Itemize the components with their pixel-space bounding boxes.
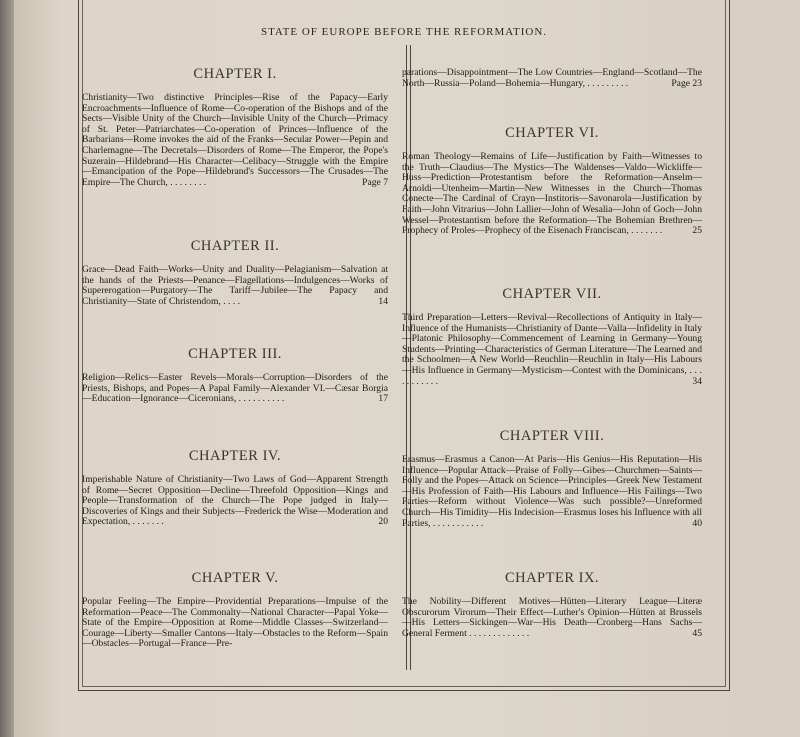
- chapter-heading: CHAPTER V.: [191, 570, 279, 586]
- chapter-1-block: [82, 66, 388, 188]
- chapter-synopsis: [402, 597, 702, 639]
- synopsis-text: Imperishable Nature of Christianity—Two Laws of God—Apparent Strength of Rome—Secret Opposition—Decline—Threefold Opposition—Kings and People—Transformation of the Church—The Pope judged in Italy—Discoveries of Kings and their Subjects—Frederick the Wise—Moderation and Expectation,: [82, 474, 388, 528]
- dot-leader: . . . .: [223, 295, 241, 307]
- page-number: 40: [692, 517, 702, 529]
- synopsis-text: Third Preparation—Letters—Revival—Recollections of Antiquity in Italy—Influence of the Humanists—Christianity of Dante—Valla—Infidelity in Italy—Platonic Philosophy—Commencement of Learning in Germany—Young Students—Printing—Characteristics of German Literature—The Learned and the Schoolmen—A New World—Reuchlin—Reuchlin in Italy—His Labours—His Influence in Germany—Mysticism—Contest with the Dominicans,: [402, 312, 702, 376]
- chapter-synopsis: [82, 93, 388, 188]
- page-number: 17: [378, 393, 388, 405]
- chapter-synopsis: [402, 68, 702, 89]
- page-number: Page 7: [362, 176, 388, 188]
- chapter-9-block: [402, 570, 702, 639]
- chapter-2-block: [82, 238, 388, 307]
- chapter-synopsis: [402, 313, 702, 387]
- chapter-heading: CHAPTER I.: [193, 66, 277, 82]
- page-number: Page 23: [671, 77, 702, 89]
- chapter-synopsis: [82, 597, 388, 650]
- page-number: 25: [692, 225, 702, 237]
- dot-leader: . . . . . . . . . . .: [402, 364, 702, 387]
- running-head: STATE OF EUROPE BEFORE THE REFORMATION.: [260, 26, 548, 38]
- dot-leader: . . . . . . . . . . .: [432, 517, 484, 529]
- dot-leader: . . . . . . .: [631, 225, 663, 237]
- chapter-heading: CHAPTER III.: [188, 346, 282, 362]
- dot-leader: . . . . . . . . . .: [238, 393, 285, 405]
- chapter-synopsis: [82, 373, 388, 405]
- synopsis-text: parations—Disappointment—The Low Countries—England—Scotland—The North—Russia—Poland—Bohemia—Hungary,: [402, 67, 702, 89]
- dot-leader: . . . . . . . . . . . . .: [469, 627, 530, 639]
- chapter-4-block: [82, 448, 388, 528]
- page-number: 45: [692, 627, 702, 639]
- chapter-heading: CHAPTER II.: [190, 238, 280, 254]
- chapter-6-block: [402, 125, 702, 237]
- dot-leader: . . . . . . . . .: [587, 77, 629, 89]
- chapter-synopsis: [82, 265, 388, 307]
- chapter-synopsis: [402, 152, 702, 237]
- synopsis-text: Religion—Relics—Easter Revels—Morals—Corruption—Disorders of the Priests, Bishops, and Popes—A Papal Family—Alexander VI.—Cæsar Borgia—Education—Ignorance—Ciceronians,: [82, 372, 388, 405]
- chapter-synopsis: [402, 455, 702, 529]
- chapter-heading: CHAPTER IV.: [188, 448, 282, 464]
- book-page: [14, 0, 800, 737]
- chapter-8-block: [402, 428, 702, 529]
- page-number: 34: [692, 375, 702, 387]
- chapter-heading: CHAPTER VI.: [505, 125, 599, 141]
- synopsis-text: Grace—Dead Faith—Works—Unity and Duality—Pelagianism—Salvation at the hands of the Priests—Penance—Flagellations—Indulgences—Works of Supererogation—Purgatory—The Tariff—Jubilee—The Papacy and Christianity—State of Christendom,: [82, 264, 388, 307]
- synopsis-text: Erasmus—Erasmus a Canon—At Paris—His Genius—His Reputation—His Influence—Popular Attack—Praise of Folly—Gibes—Churchmen—Saints—Folly and the Popes—Attack on Science—Principles—Greek New Testament—His Profession of Faith—His Labours and Influence—His Failings—Two Parties—Reform without Violence—Was such possible?—Unreformed Church—His Timidity—His Indecision—Erasmus loses his Influence with all Parties,: [402, 454, 702, 529]
- chapter-7-block: [402, 286, 702, 387]
- dot-leader: . . . . . . .: [132, 516, 164, 528]
- synopsis-text: Roman Theology—Remains of Life—Justification by Faith—Witnesses to the Truth—Claudius—The Mystics—The Waldenses—Valdo—Wickliffe—Huss—Prediction—Protestantism before the Reformation—Anselm—Arnoldi—Utenheim—Martin—New Witnesses in the Church—Thomas Conecte—The Cardinal of Crayn—Institoris—Savonarola—Justification by Faith—John Vitrarius—John Lallier—John of Wesalia—John of Goch—John Wessel—Protestantism before the Reformation—The Bohemian Brethren—Prophecy of Proles—Prophecy of the Eisenach Franciscan,: [402, 151, 702, 237]
- synopsis-text: The Nobility—Different Motives—Hütten—Literary League—Literæ Obscurorum Virorum—Their Effect—Luther's Opinion—Hütten at Brussels—His Letters—Sickingen—War—His Death—Cronberg—Hans Sachs—General Ferment: [402, 596, 702, 639]
- dot-leader: . . . . . . . .: [170, 176, 207, 188]
- page-number: 20: [378, 516, 388, 528]
- synopsis-text: Popular Feeling—The Empire—Providential Preparations—Impulse of the Reformation—Peace—The Commonalty—National Character—Papal Yoke—State of the Empire—Opposition at Rome—Middle Classes—Switzerland—Courage—Liberty—Smaller Cantons—Italy—Obstacles to the Reform—Spain—Obstacles—Portugal—France—Pre-: [82, 596, 388, 650]
- chapter-5-continued-block: [402, 68, 702, 89]
- chapter-heading: CHAPTER IX.: [504, 570, 600, 586]
- page-number: 14: [378, 295, 388, 307]
- synopsis-text: Christianity—Two distinctive Principles—Rise of the Papacy—Early Encroachments—Influence of Rome—Co-operation of the Bishops and of the Sects—Visible Unity of the Church—Invisible Unity of the Church—Primacy of St. Peter—Patriarchates—Co-operation of Princes—Influence of the Barbarians—Rome invokes the aid of the Franks—Secular Power—Pepin and Charlemagne—The Decretals—Disorders of Rome—The Emperor, the Pope's Suzerain—Hildebrand—His Character—Celibacy—Struggle with the Empire—Emancipation of the Pope—Hildebrand's Successors—The Crusades—The Empire—The Church,: [82, 92, 388, 188]
- chapter-3-block: [82, 346, 388, 405]
- chapter-heading: CHAPTER VIII.: [499, 428, 605, 444]
- book-spine-shadow: [0, 0, 14, 737]
- chapter-synopsis: [82, 475, 388, 528]
- chapter-heading: CHAPTER VII.: [502, 286, 602, 302]
- chapter-5-block: [82, 570, 388, 650]
